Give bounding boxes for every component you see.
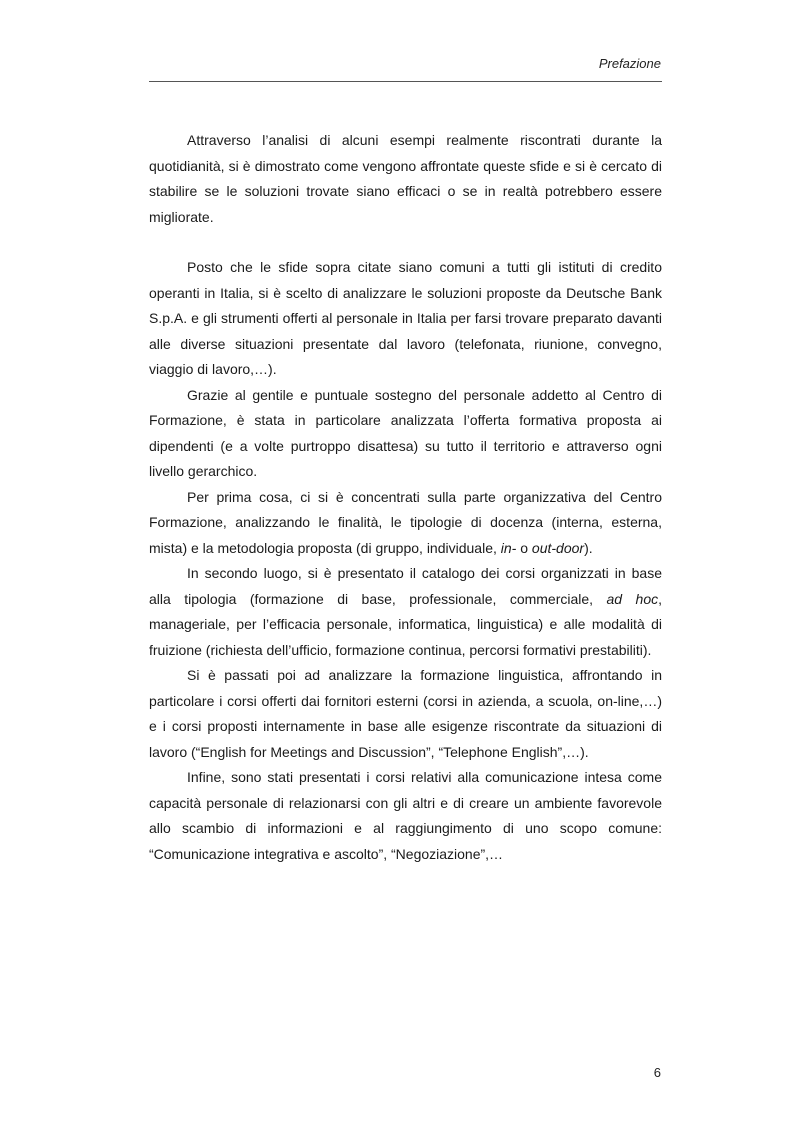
header-divider [149,81,662,82]
paragraph-4-italic-out-door: out-door [531,539,585,556]
paragraph-5-text-before: In secondo luogo, si è presentato il catalogo dei corsi organizzati in base alla tipologia (formazione di base, professionale, commerciale, [149,565,662,607]
running-header-title: Prefazione [598,56,661,71]
paragraph-1: Attraverso l’analisi di alcuni esempi realmente riscontrati durante la quotidianità, si è dimostrato come vengono affrontate queste sfide e si è cercato di stabilire se le soluzioni trovate siano efficaci o se in realtà potrebbero essere migliorate. [149,132,662,225]
paragraph-4-text-middle: o [516,539,532,556]
paragraph-5 [149,561,662,663]
paragraph-4-text-before: Per prima cosa, ci si è concentrati sulla parte organizzativa del Centro Formazione, analizzando le finalità, le tipologie di docenza (interna, esterna, mista) e la metodologia proposta (di gruppo, individuale, [149,488,662,556]
page-body [149,128,662,867]
paragraph-4-italic-in: in- [500,539,517,556]
paragraph-5-text-after: , manageriale, per l’efficacia personale, informatica, linguistica) e alle modalità di fruizione (richiesta dell’ufficio, formazione continua, percorsi formativi prestabiliti). [149,590,662,658]
paragraph-4 [149,485,662,562]
paragraph-7: Infine, sono stati presentati i corsi relativi alla comunicazione intesa come capacità personale di relazionarsi con gli altri e di creare un ambiente favorevole allo scambio di informazioni e al raggiungimento di uno scopo comune: “Comunicazione integrativa e ascolto”, “Negoziazione”,… [149,769,662,862]
paragraph-2: Posto che le sfide sopra citate siano comuni a tutti gli istituti di credito operanti in Italia, si è scelto di analizzare le soluzioni proposte da Deutsche Bank S.p.A. e gli strumenti offerti al personale in Italia per farsi trovare preparato davanti alle diverse situazioni presentate dal lavoro (telefonata, riunione, convegno, viaggio di lavoro,…). [149,259,662,377]
page-number: 6 [653,1065,661,1080]
paragraph-5-italic-ad-hoc: ad hoc [606,590,659,607]
paragraph-6: Si è passati poi ad analizzare la formazione linguistica, affrontando in particolare i corsi offerti dai fornitori esterni (corsi in azienda, a scuola, on-line,…) e i corsi proposti internamente in base alle esigenze riscontrate da situazioni di lavoro (“English for Meetings and Discussion”, “Telephone English”,…). [149,667,662,760]
paragraph-3: Grazie al gentile e puntuale sostegno del personale addetto al Centro di Formazione, è stata in particolare analizzata l’offerta formativa proposta ai dipendenti (e a volte purtroppo disattesa) su tutto il territorio e attraverso ogni livello gerarchico. [149,386,662,479]
paragraph-4-text-after: ). [584,539,593,556]
